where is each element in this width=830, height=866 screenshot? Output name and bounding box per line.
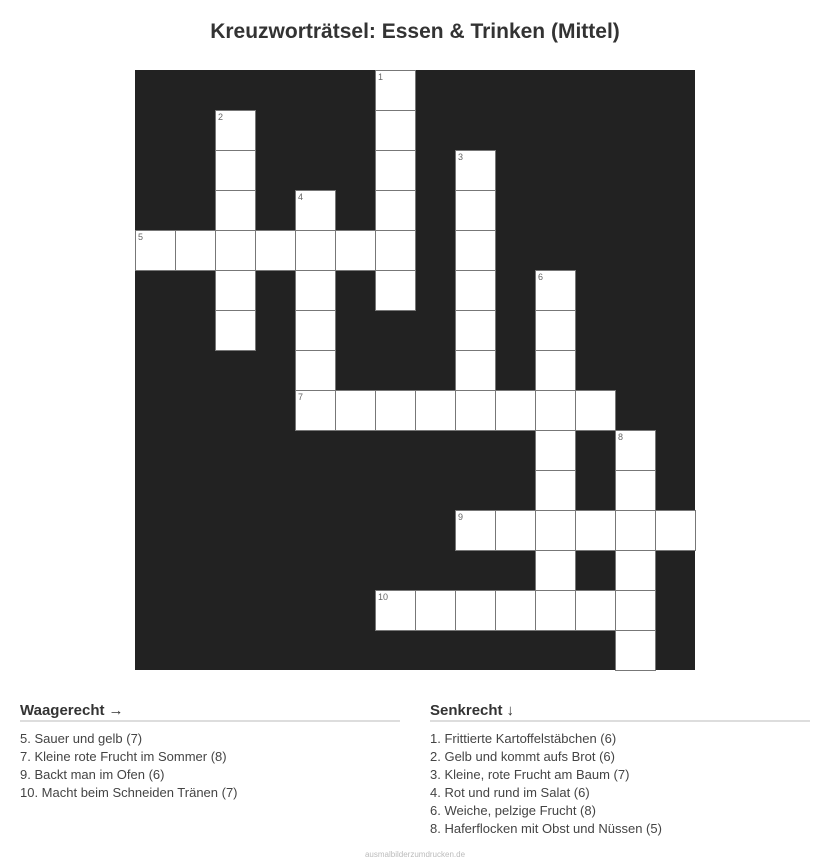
crossword-cell[interactable] [175, 230, 216, 271]
crossword-cell[interactable] [535, 510, 576, 551]
crossword-cell[interactable] [575, 510, 616, 551]
footer-watermark: ausmalbilderzumdrucken.de [364, 850, 466, 859]
crossword-cell[interactable] [575, 390, 616, 431]
across-heading-label: Waagerecht [20, 702, 105, 719]
crossword-cell[interactable] [615, 550, 656, 591]
arrow-down-icon: ↓ [506, 702, 515, 719]
crossword-cell[interactable] [495, 510, 536, 551]
crossword-cell[interactable] [215, 310, 256, 351]
crossword-cell[interactable] [535, 430, 576, 471]
across-clue: 9. Backt man im Ofen (6) [20, 767, 165, 782]
crossword-cell[interactable] [535, 390, 576, 431]
crossword-cell[interactable] [455, 270, 496, 311]
down-clue: 2. Gelb und kommt aufs Brot (6) [430, 749, 615, 764]
crossword-cell[interactable] [495, 390, 536, 431]
crossword-cell[interactable] [415, 390, 456, 431]
crossword-cell[interactable] [535, 350, 576, 391]
crossword-cell[interactable] [135, 230, 176, 271]
across-clue: 7. Kleine rote Frucht im Sommer (8) [20, 749, 227, 764]
crossword-cell[interactable] [295, 270, 336, 311]
cell-number: 5 [138, 232, 144, 242]
crossword-cell[interactable] [455, 190, 496, 231]
cell-number: 7 [298, 392, 304, 402]
crossword-cell[interactable] [295, 310, 336, 351]
crossword-cell[interactable] [615, 430, 656, 471]
across-heading [20, 702, 400, 722]
crossword-cell[interactable] [535, 470, 576, 511]
crossword-cell[interactable] [455, 510, 496, 551]
across-clues-section [20, 702, 400, 802]
crossword-cell[interactable] [375, 590, 416, 631]
crossword-cell[interactable] [615, 470, 656, 511]
across-clue: 10. Macht beim Schneiden Tränen (7) [20, 785, 238, 800]
crossword-cell[interactable] [295, 230, 336, 271]
cell-number: 10 [378, 592, 389, 602]
crossword-cell[interactable] [615, 510, 656, 551]
crossword-cell[interactable] [215, 110, 256, 151]
down-clue: 3. Kleine, rote Frucht am Baum (7) [430, 767, 630, 782]
crossword-cell[interactable] [655, 510, 696, 551]
down-clue: 8. Haferflocken mit Obst und Nüssen (5) [430, 821, 662, 836]
down-heading-label: Senkrecht [430, 702, 503, 719]
crossword-cell[interactable] [535, 270, 576, 311]
crossword-cell[interactable] [615, 630, 656, 671]
crossword-cell[interactable] [495, 590, 536, 631]
crossword-cell[interactable] [335, 390, 376, 431]
crossword-cell[interactable] [455, 590, 496, 631]
crossword-cell[interactable] [455, 310, 496, 351]
crossword-cell[interactable] [295, 350, 336, 391]
crossword-cell[interactable] [215, 190, 256, 231]
crossword-cell[interactable] [415, 590, 456, 631]
crossword-cell[interactable] [375, 390, 416, 431]
cell-number: 9 [458, 512, 464, 522]
crossword-cell[interactable] [215, 230, 256, 271]
cell-number: 4 [298, 192, 304, 202]
crossword-cell[interactable] [455, 150, 496, 191]
down-clues-section [430, 702, 810, 838]
crossword-cell[interactable] [375, 150, 416, 191]
down-heading [430, 702, 810, 722]
crossword-cell[interactable] [535, 550, 576, 591]
cell-number: 2 [218, 112, 224, 122]
cell-number: 8 [618, 432, 624, 442]
crossword-cell[interactable] [375, 190, 416, 231]
crossword-cell[interactable] [215, 150, 256, 191]
crossword-cell[interactable] [455, 390, 496, 431]
crossword-cell[interactable] [295, 190, 336, 231]
crossword-cell[interactable] [455, 350, 496, 391]
cell-number: 3 [458, 152, 464, 162]
crossword-cell[interactable] [335, 230, 376, 271]
cell-number: 6 [538, 272, 544, 282]
page-title: Kreuzworträtsel: Essen & Trinken (Mittel) [210, 20, 620, 43]
crossword-cell[interactable] [255, 230, 296, 271]
crossword-cell[interactable] [375, 110, 416, 151]
crossword-cell[interactable] [375, 270, 416, 311]
arrow-right-icon: → [108, 702, 124, 719]
crossword-cell[interactable] [615, 590, 656, 631]
down-clue: 6. Weiche, pelzige Frucht (8) [430, 803, 596, 818]
crossword-cell[interactable] [295, 390, 336, 431]
across-clue: 5. Sauer und gelb (7) [20, 731, 143, 746]
crossword-cell[interactable] [535, 310, 576, 351]
crossword-cell[interactable] [215, 270, 256, 311]
crossword-cell[interactable] [575, 590, 616, 631]
crossword-grid [135, 70, 695, 670]
crossword-cell[interactable] [375, 70, 416, 111]
cell-number: 1 [378, 72, 384, 82]
crossword-cell[interactable] [535, 590, 576, 631]
down-clue: 4. Rot und rund im Salat (6) [430, 785, 590, 800]
down-clue: 1. Frittierte Kartoffelstäbchen (6) [430, 731, 617, 746]
crossword-cell[interactable] [375, 230, 416, 271]
crossword-cell[interactable] [455, 230, 496, 271]
